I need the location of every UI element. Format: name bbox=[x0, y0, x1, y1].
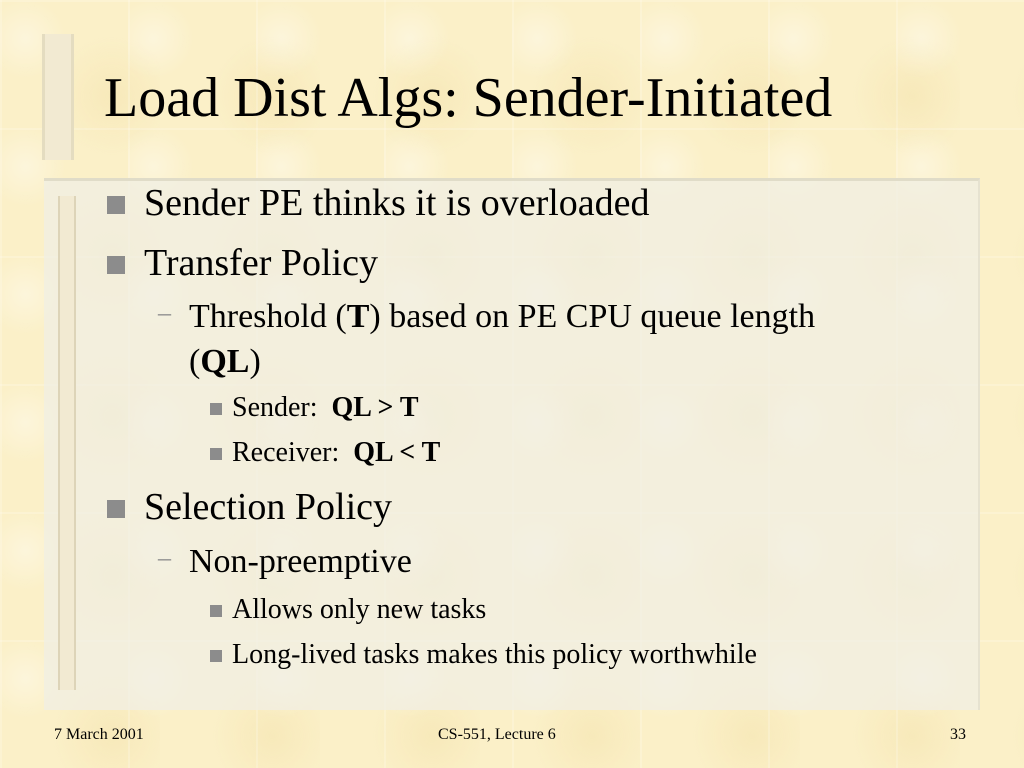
bullet-item bbox=[144, 184, 650, 222]
slide-title: Load Dist Algs: Sender-Initiated bbox=[104, 67, 833, 129]
sub-sub-bullet-item bbox=[232, 596, 486, 624]
footer-page-number: 33 bbox=[950, 726, 966, 743]
footer-course: CS-551, Lecture 6 bbox=[438, 726, 556, 743]
sub-sub-bullet-text: Long-lived tasks makes this policy worthwhile bbox=[232, 639, 757, 670]
sub-sub-bullet-item bbox=[232, 641, 757, 669]
sub-bullet-item bbox=[158, 298, 816, 335]
sub-sub-bullet-item bbox=[232, 439, 440, 467]
rule-expression: QL > T bbox=[331, 392, 419, 423]
rule-label: Sender: bbox=[232, 392, 318, 423]
rule-expression: QL < T bbox=[353, 437, 441, 468]
rule-label: Receiver: bbox=[232, 437, 340, 468]
sub-bullet-text-after: ) bbox=[249, 343, 261, 380]
footer-date: 7 March 2001 bbox=[54, 726, 144, 743]
sub-bullet-text-before: Threshold ( bbox=[189, 298, 347, 335]
bullet-item bbox=[144, 488, 392, 526]
sub-sub-bullet-text: Allows only new tasks bbox=[232, 594, 487, 625]
bullet-text: Sender PE thinks it is overloaded bbox=[144, 182, 650, 224]
sub-bullet-bold-term: T bbox=[346, 298, 370, 335]
sub-bullet-text-after: ) based on PE CPU queue length bbox=[369, 298, 816, 335]
dash-bullet-icon: – bbox=[158, 298, 171, 327]
bullet-item bbox=[144, 244, 378, 282]
dash-bullet-icon: – bbox=[158, 543, 171, 572]
sub-sub-bullet-item bbox=[232, 394, 419, 422]
square-bullet-icon bbox=[210, 448, 222, 460]
sub-bullet-continuation bbox=[189, 345, 261, 379]
square-bullet-icon bbox=[107, 500, 125, 518]
square-bullet-icon bbox=[210, 605, 222, 617]
sub-bullet-item bbox=[158, 543, 412, 580]
square-bullet-icon bbox=[210, 650, 222, 662]
square-bullet-icon bbox=[210, 403, 222, 415]
square-bullet-icon bbox=[107, 196, 125, 214]
bullet-text: Selection Policy bbox=[144, 486, 393, 528]
square-bullet-icon bbox=[107, 256, 125, 274]
sub-bullet-text: Non-preemptive bbox=[189, 543, 412, 580]
bullet-text: Transfer Policy bbox=[144, 242, 378, 284]
sub-bullet-text-before: ( bbox=[189, 343, 201, 380]
sub-bullet-bold-term: QL bbox=[200, 343, 250, 380]
